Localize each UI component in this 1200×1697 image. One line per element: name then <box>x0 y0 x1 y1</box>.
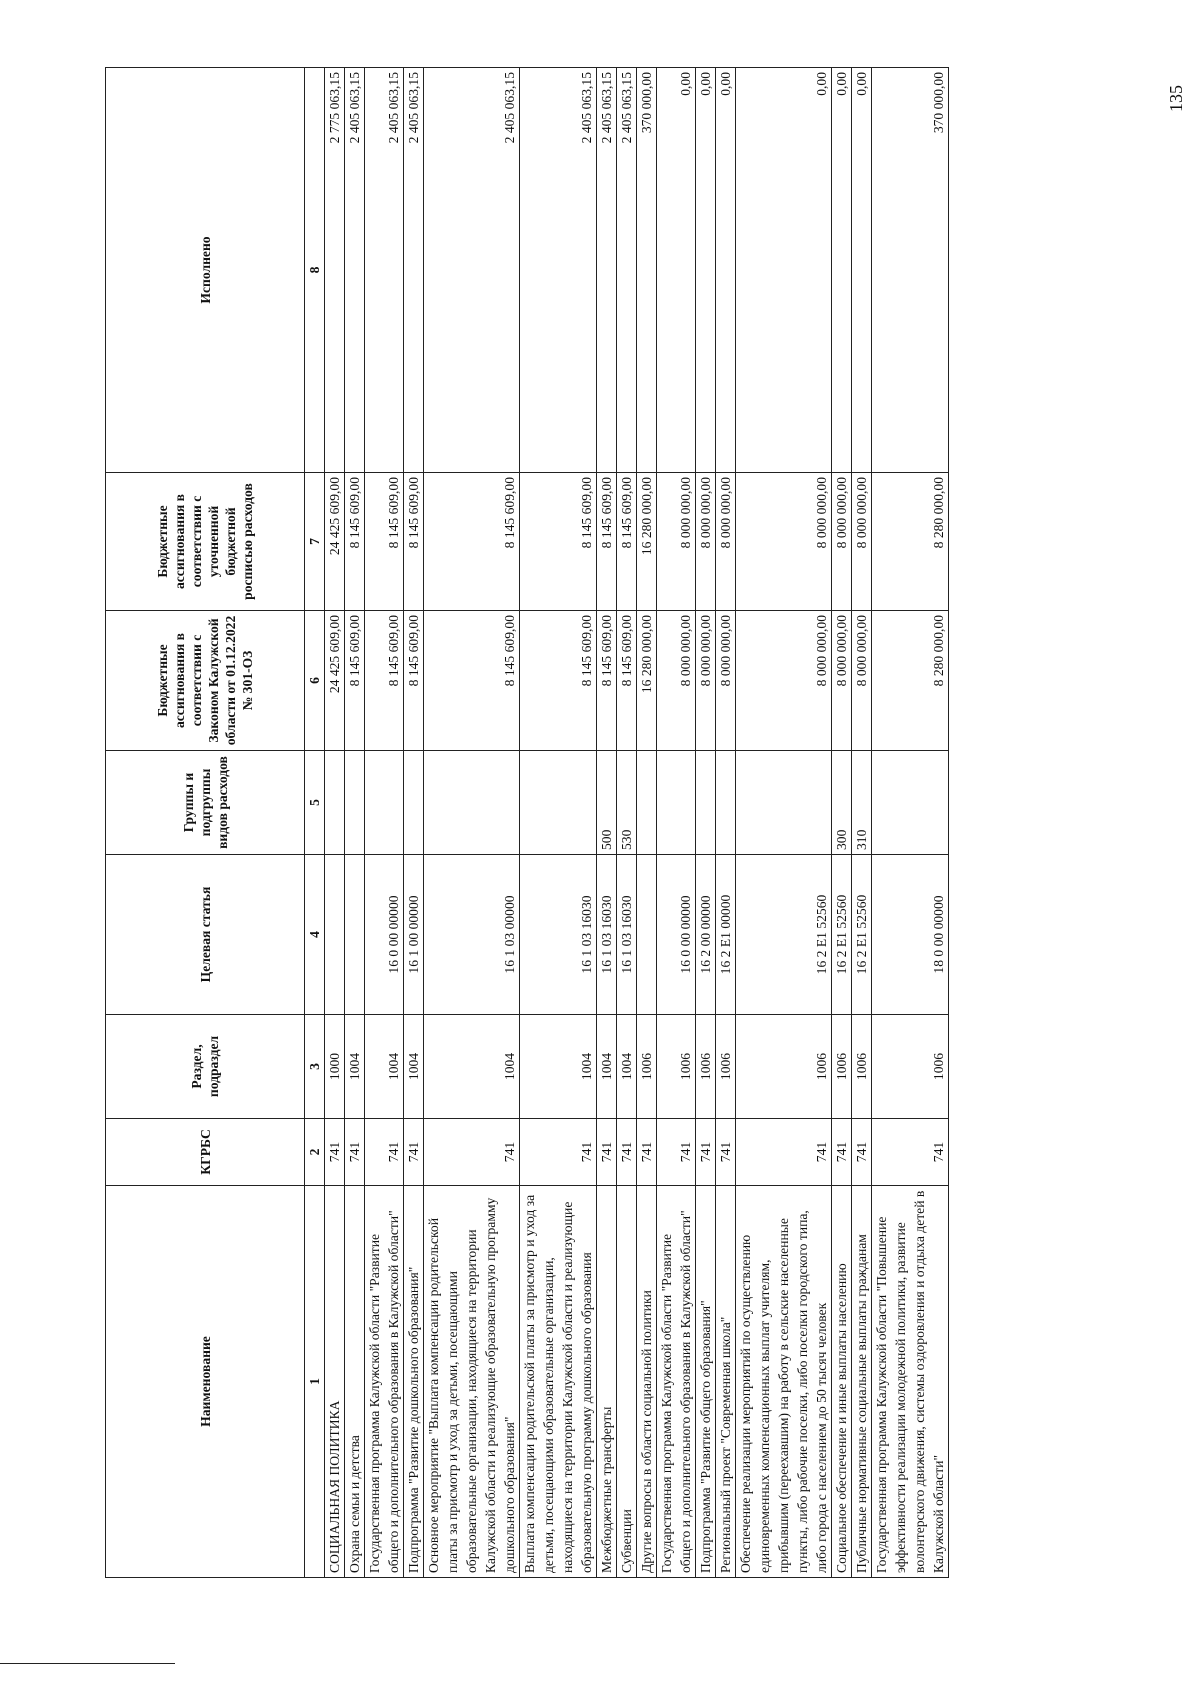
cell-section: 1006 <box>637 1015 657 1119</box>
cell-refined: 8 280 000,00 <box>872 473 949 611</box>
cell-refined: 8 000 000,00 <box>832 473 852 611</box>
cell-group <box>365 751 404 855</box>
cell-refined: 8 145 609,00 <box>424 473 520 611</box>
col-number: 6 <box>305 611 325 751</box>
cell-target: 16 1 03 00000 <box>424 855 520 1015</box>
table-row <box>520 68 597 1578</box>
cell-executed: 2 405 063,15 <box>424 68 520 473</box>
col-number: 1 <box>305 1186 325 1578</box>
cell-law: 8 145 609,00 <box>345 611 365 751</box>
cell-executed: 2 775 063,15 <box>325 68 345 473</box>
cell-section: 1004 <box>520 1015 597 1119</box>
cell-kgrbs: 741 <box>617 1119 637 1186</box>
cell-executed: 2 405 063,15 <box>345 68 365 473</box>
table-row <box>365 68 404 1578</box>
cell-group <box>637 751 657 855</box>
cell-target: 16 1 03 16030 <box>617 855 637 1015</box>
cell-group: 530 <box>617 751 637 855</box>
cell-kgrbs: 741 <box>736 1119 832 1186</box>
table-row <box>597 68 617 1578</box>
cell-law: 8 145 609,00 <box>617 611 637 751</box>
cell-kgrbs: 741 <box>872 1119 949 1186</box>
table-row <box>617 68 637 1578</box>
cell-kgrbs: 741 <box>345 1119 365 1186</box>
cell-kgrbs: 741 <box>657 1119 696 1186</box>
cell-group <box>345 751 365 855</box>
cell-refined: 16 280 000,00 <box>637 473 657 611</box>
col-number: 7 <box>305 473 325 611</box>
cell-name: Охрана семьи и детства <box>345 1186 365 1578</box>
cell-name: Межбюджетные трансферты <box>597 1186 617 1578</box>
cell-executed: 2 405 063,15 <box>404 68 424 473</box>
cell-executed: 0,00 <box>696 68 716 473</box>
cell-group <box>657 751 696 855</box>
cell-group: 500 <box>597 751 617 855</box>
cell-executed: 370 000,00 <box>637 68 657 473</box>
cell-law: 24 425 609,00 <box>325 611 345 751</box>
cell-target <box>325 855 345 1015</box>
cell-target: 16 2 00 00000 <box>696 855 716 1015</box>
cell-target: 16 1 00 00000 <box>404 855 424 1015</box>
table-row <box>832 68 852 1578</box>
cell-refined: 8 145 609,00 <box>520 473 597 611</box>
cell-section: 1006 <box>657 1015 696 1119</box>
cell-refined: 8 000 000,00 <box>696 473 716 611</box>
cell-law: 8 000 000,00 <box>716 611 736 751</box>
cell-target: 16 1 03 16030 <box>520 855 597 1015</box>
cell-section: 1004 <box>345 1015 365 1119</box>
cell-name: Субвенции <box>617 1186 637 1578</box>
cell-kgrbs: 741 <box>365 1119 404 1186</box>
cell-kgrbs: 741 <box>716 1119 736 1186</box>
cell-section: 1004 <box>597 1015 617 1119</box>
cell-section: 1006 <box>832 1015 852 1119</box>
cell-executed: 2 405 063,15 <box>365 68 404 473</box>
cell-refined: 24 425 609,00 <box>325 473 345 611</box>
cell-refined: 8 000 000,00 <box>657 473 696 611</box>
cell-name: Региональный проект "Современная школа" <box>716 1186 736 1578</box>
cell-name: Основное мероприятие "Выплата компенсации родительской платы за присмотр и уход за детьми, посещающими образовательные организации, находящиеся на территории Калужской области и реализующие образовательную программу дошкольного образования" <box>424 1186 520 1578</box>
cell-name: Социальное обеспечение и иные выплаты населению <box>832 1186 852 1578</box>
cell-law: 8 145 609,00 <box>424 611 520 751</box>
cell-kgrbs: 741 <box>520 1119 597 1186</box>
header-law: Бюджетные ассигнования в соответствии с Законом Калужской области от 01.12.2022 № 301-ОЗ <box>106 611 305 751</box>
cell-group <box>736 751 832 855</box>
cell-executed: 0,00 <box>716 68 736 473</box>
table-row <box>424 68 520 1578</box>
cell-executed: 2 405 063,15 <box>520 68 597 473</box>
cell-target: 18 0 00 00000 <box>872 855 949 1015</box>
cell-section: 1004 <box>365 1015 404 1119</box>
table-row <box>852 68 872 1578</box>
cell-name: Обеспечение реализации мероприятий по осуществлению единовременных компенсационных выплат учителям, прибывшим (переехавшим) на работу в сельские населенные пункты, либо рабочие поселки, либо поселки городского типа, либо города с населением до 50 тысяч человек <box>736 1186 832 1578</box>
cell-refined: 8 000 000,00 <box>736 473 832 611</box>
cell-refined: 8 145 609,00 <box>365 473 404 611</box>
col-number: 3 <box>305 1015 325 1119</box>
cell-target: 16 2 E1 00000 <box>716 855 736 1015</box>
header-target: Целевая статья <box>106 855 305 1015</box>
cell-name: СОЦИАЛЬНАЯ ПОЛИТИКА <box>325 1186 345 1578</box>
cell-name: Другие вопросы в области социальной политики <box>637 1186 657 1578</box>
cell-kgrbs: 741 <box>696 1119 716 1186</box>
cell-law: 8 000 000,00 <box>832 611 852 751</box>
cell-group <box>716 751 736 855</box>
cell-name: Государственная программа Калужской области "Развитие общего и дополнительного образования в Калужской области" <box>657 1186 696 1578</box>
header-row <box>106 68 305 1578</box>
cell-target: 16 2 E1 52560 <box>852 855 872 1015</box>
table-row <box>345 68 365 1578</box>
cell-refined: 8 145 609,00 <box>617 473 637 611</box>
cell-law: 8 145 609,00 <box>365 611 404 751</box>
cell-target: 16 1 03 16030 <box>597 855 617 1015</box>
cell-law: 16 280 000,00 <box>637 611 657 751</box>
cell-executed: 2 405 063,15 <box>617 68 637 473</box>
cell-section: 1006 <box>852 1015 872 1119</box>
table-row <box>696 68 716 1578</box>
header-kgrbs: КГРБС <box>106 1119 305 1186</box>
table-row <box>736 68 832 1578</box>
cell-group <box>520 751 597 855</box>
col-number: 2 <box>305 1119 325 1186</box>
page-number-text: 135 <box>1166 85 1186 112</box>
cell-refined: 8 145 609,00 <box>597 473 617 611</box>
cell-refined: 8 000 000,00 <box>852 473 872 611</box>
cell-kgrbs: 741 <box>325 1119 345 1186</box>
cell-kgrbs: 741 <box>637 1119 657 1186</box>
cell-law: 8 000 000,00 <box>696 611 716 751</box>
cell-group: 310 <box>852 751 872 855</box>
col-number: 4 <box>305 855 325 1015</box>
cell-group <box>424 751 520 855</box>
cell-target: 16 2 E1 52560 <box>736 855 832 1015</box>
cell-law: 8 145 609,00 <box>404 611 424 751</box>
cell-target <box>345 855 365 1015</box>
column-number-row <box>305 68 325 1578</box>
cell-group <box>404 751 424 855</box>
rotated-page <box>105 68 1122 1578</box>
cell-refined: 8 000 000,00 <box>716 473 736 611</box>
cell-executed: 370 000,00 <box>872 68 949 473</box>
cell-group: 300 <box>832 751 852 855</box>
cell-section: 1004 <box>404 1015 424 1119</box>
cell-section: 1000 <box>325 1015 345 1119</box>
cell-section: 1006 <box>716 1015 736 1119</box>
header-section: Раздел, подраздел <box>106 1015 305 1119</box>
budget-table <box>105 67 949 1578</box>
cell-target: 16 0 00 00000 <box>365 855 404 1015</box>
cell-refined: 8 145 609,00 <box>404 473 424 611</box>
cell-executed: 0,00 <box>657 68 696 473</box>
cell-kgrbs: 741 <box>424 1119 520 1186</box>
cell-section: 1006 <box>872 1015 949 1119</box>
col-number: 5 <box>305 751 325 855</box>
cell-law: 8 000 000,00 <box>852 611 872 751</box>
footnote-divider <box>0 1663 175 1664</box>
header-refined: Бюджетные ассигнования в соответствии с уточненной бюджетной росписью расходов <box>106 473 305 611</box>
header-groups: Группы и подгруппы видов расходов <box>106 751 305 855</box>
cell-name: Подпрограмма "Развитие дошкольного образования" <box>404 1186 424 1578</box>
cell-target <box>637 855 657 1015</box>
cell-section: 1006 <box>736 1015 832 1119</box>
cell-executed: 0,00 <box>736 68 832 473</box>
cell-name: Государственная программа Калужской области "Развитие общего и дополнительного образования в Калужской области" <box>365 1186 404 1578</box>
cell-kgrbs: 741 <box>832 1119 852 1186</box>
cell-law: 8 145 609,00 <box>597 611 617 751</box>
cell-name: Подпрограмма "Развитие общего образования" <box>696 1186 716 1578</box>
cell-executed: 0,00 <box>832 68 852 473</box>
table-row <box>716 68 736 1578</box>
cell-section: 1006 <box>696 1015 716 1119</box>
cell-name: Выплата компенсации родительской платы за присмотр и уход за детьми, посещающими образовательные организации, находящиеся на территории Калужской области и реализующие образовательную программу дошкольного образования <box>520 1186 597 1578</box>
page-number <box>1166 76 1186 116</box>
cell-section: 1004 <box>617 1015 637 1119</box>
col-number: 8 <box>305 68 325 473</box>
table-body <box>325 68 949 1578</box>
cell-refined: 8 145 609,00 <box>345 473 365 611</box>
cell-executed: 0,00 <box>852 68 872 473</box>
cell-group <box>872 751 949 855</box>
table-row <box>325 68 345 1578</box>
cell-kgrbs: 741 <box>852 1119 872 1186</box>
cell-target: 16 0 00 00000 <box>657 855 696 1015</box>
cell-law: 8 000 000,00 <box>736 611 832 751</box>
header-name: Наименование <box>106 1186 305 1578</box>
cell-target: 16 2 E1 52560 <box>832 855 852 1015</box>
cell-group <box>696 751 716 855</box>
cell-kgrbs: 741 <box>597 1119 617 1186</box>
cell-name: Государственная программа Калужской области "Повышение эффективности реализации молодежной политики, развитие волонтерского движения, системы оздоровления и отдыха детей в Калужской области" <box>872 1186 949 1578</box>
cell-law: 8 145 609,00 <box>520 611 597 751</box>
cell-executed: 2 405 063,15 <box>597 68 617 473</box>
table-row <box>637 68 657 1578</box>
header-executed: Исполнено <box>106 68 305 473</box>
cell-name: Публичные нормативные социальные выплаты гражданам <box>852 1186 872 1578</box>
cell-law: 8 000 000,00 <box>657 611 696 751</box>
table-row <box>404 68 424 1578</box>
cell-group <box>325 751 345 855</box>
cell-section: 1004 <box>424 1015 520 1119</box>
cell-law: 8 280 000,00 <box>872 611 949 751</box>
table-row <box>657 68 696 1578</box>
cell-kgrbs: 741 <box>404 1119 424 1186</box>
table-row <box>872 68 949 1578</box>
